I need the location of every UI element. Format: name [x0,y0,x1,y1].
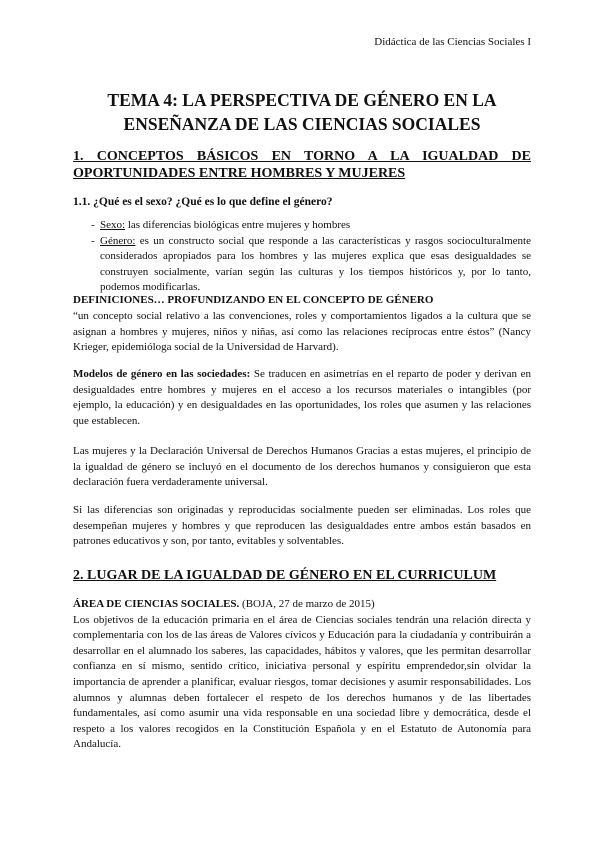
definitions-heading: DEFINICIONES… PROFUNDIZANDO EN EL CONCEPTO DE GÉNERO [73,294,434,306]
dash-bullet: - [91,234,95,247]
term-genero: Género: [100,234,136,247]
curriculum-paragraph [73,597,531,753]
area-source: (BOJA, 27 de marzo de 2015) [239,598,375,610]
models-paragraph [73,367,531,429]
krieger-quote: “un concepto social relativo a las convenciones, roles y comportamientos ligados a la cultura que se asignan a hombres y mujeres, niños y niñas, así como las relaciones recíprocas entre éstos” (Nancy Krieger, epidemióloga social de la Universidad de Harvard). [73,310,531,354]
models-term: Modelos de género en las sociedades: [73,368,251,380]
running-header: Didáctica de las Ciencias Sociales I [374,36,531,48]
list-item-genero [73,234,531,296]
list-item-sexo [73,218,531,234]
roles-paragraph: Si las diferencias son originadas y reproducidas socialmente pueden ser eliminadas. Los roles que desempeñan mujeres y hombres y que reproducen las desigualdades entre ambos están basados en patrones educativos y son, por tanto, evitables y solventables. [73,504,531,548]
section1-heading: 1. CONCEPTOS BÁSICOS EN TORNO A LA IGUALDAD DE OPORTUNIDADES ENTRE HOMBRES Y MUJERES [73,149,531,181]
subsection-heading: 1.1. ¿Qué es el sexo? ¿Qué es lo que define el género? [73,196,333,208]
area-term: ÁREA DE CIENCIAS SOCIALES. [73,598,240,610]
curriculum-text: Los objetivos de la educación primaria en el área de Ciencias sociales tendrán una relación directa y complementaria con los de las áreas de Valores cívicos y Educación para la ciudadanía y contribuirán a desarrollar en el alumnado los saberes, las capacidades, hábitos y valores, que les permitan desarrollar confianza en sí mismo, sentido crítico, iniciativa personal y espíritu emprendedor,sin olvidar la importancia de aprender a planificar, evaluar riesgos, tomar decisiones y asumir responsabilidades. Los alumnos y alumnas deben fortalecer el respeto de los derechos humanos y de las libertades fundamentales, así como asumir una vida responsable en una sociedad libre y democrática, desde el respeto a los valores recogidos en la Constitución Española y en el Estatuto de Autonomía para Andalucía. [73,613,531,751]
definition-genero: es un constructo social que responde a las características y rasgos socioculturalmente considerados apropiados para los hombres y las mujeres explica que esas desigualdades se construyen socialmente, varían según las culturas y los tiempos históricos y, por lo tanto, podemos modificarlas. [100,234,531,294]
definition-list [73,218,531,296]
section2-heading: 2. LUGAR DE LA IGUALDAD DE GÉNERO EN EL CURRICULUM [73,568,497,583]
declaration-paragraph: Las mujeres y la Declaración Universal de Derechos Humanos Gracias a estas mujeres, el principio de la igualdad de género se incluyó en el documento de los derechos humanos y consiguieron que esta declaración fuera verdaderamente universal. [73,445,531,489]
term-sexo: Sexo: [100,219,126,231]
page-title: TEMA 4: LA PERSPECTIVA DE GÉNERO EN LA ENSEÑANZA DE LAS CIENCIAS SOCIALES [107,90,497,134]
models-text: Se traducen en asimetrías en el reparto de poder y derivan en desigualdades entre hombres y mujeres en el acceso a los recursos materiales o intangibles (por ejemplo, la educación) y en desigualdades en las oportunidades, los roles que asumen y las relaciones que establecen. [73,368,531,427]
definition-sexo: las diferencias biológicas entre mujeres y hombres [125,219,351,231]
dash-bullet: - [91,219,95,231]
